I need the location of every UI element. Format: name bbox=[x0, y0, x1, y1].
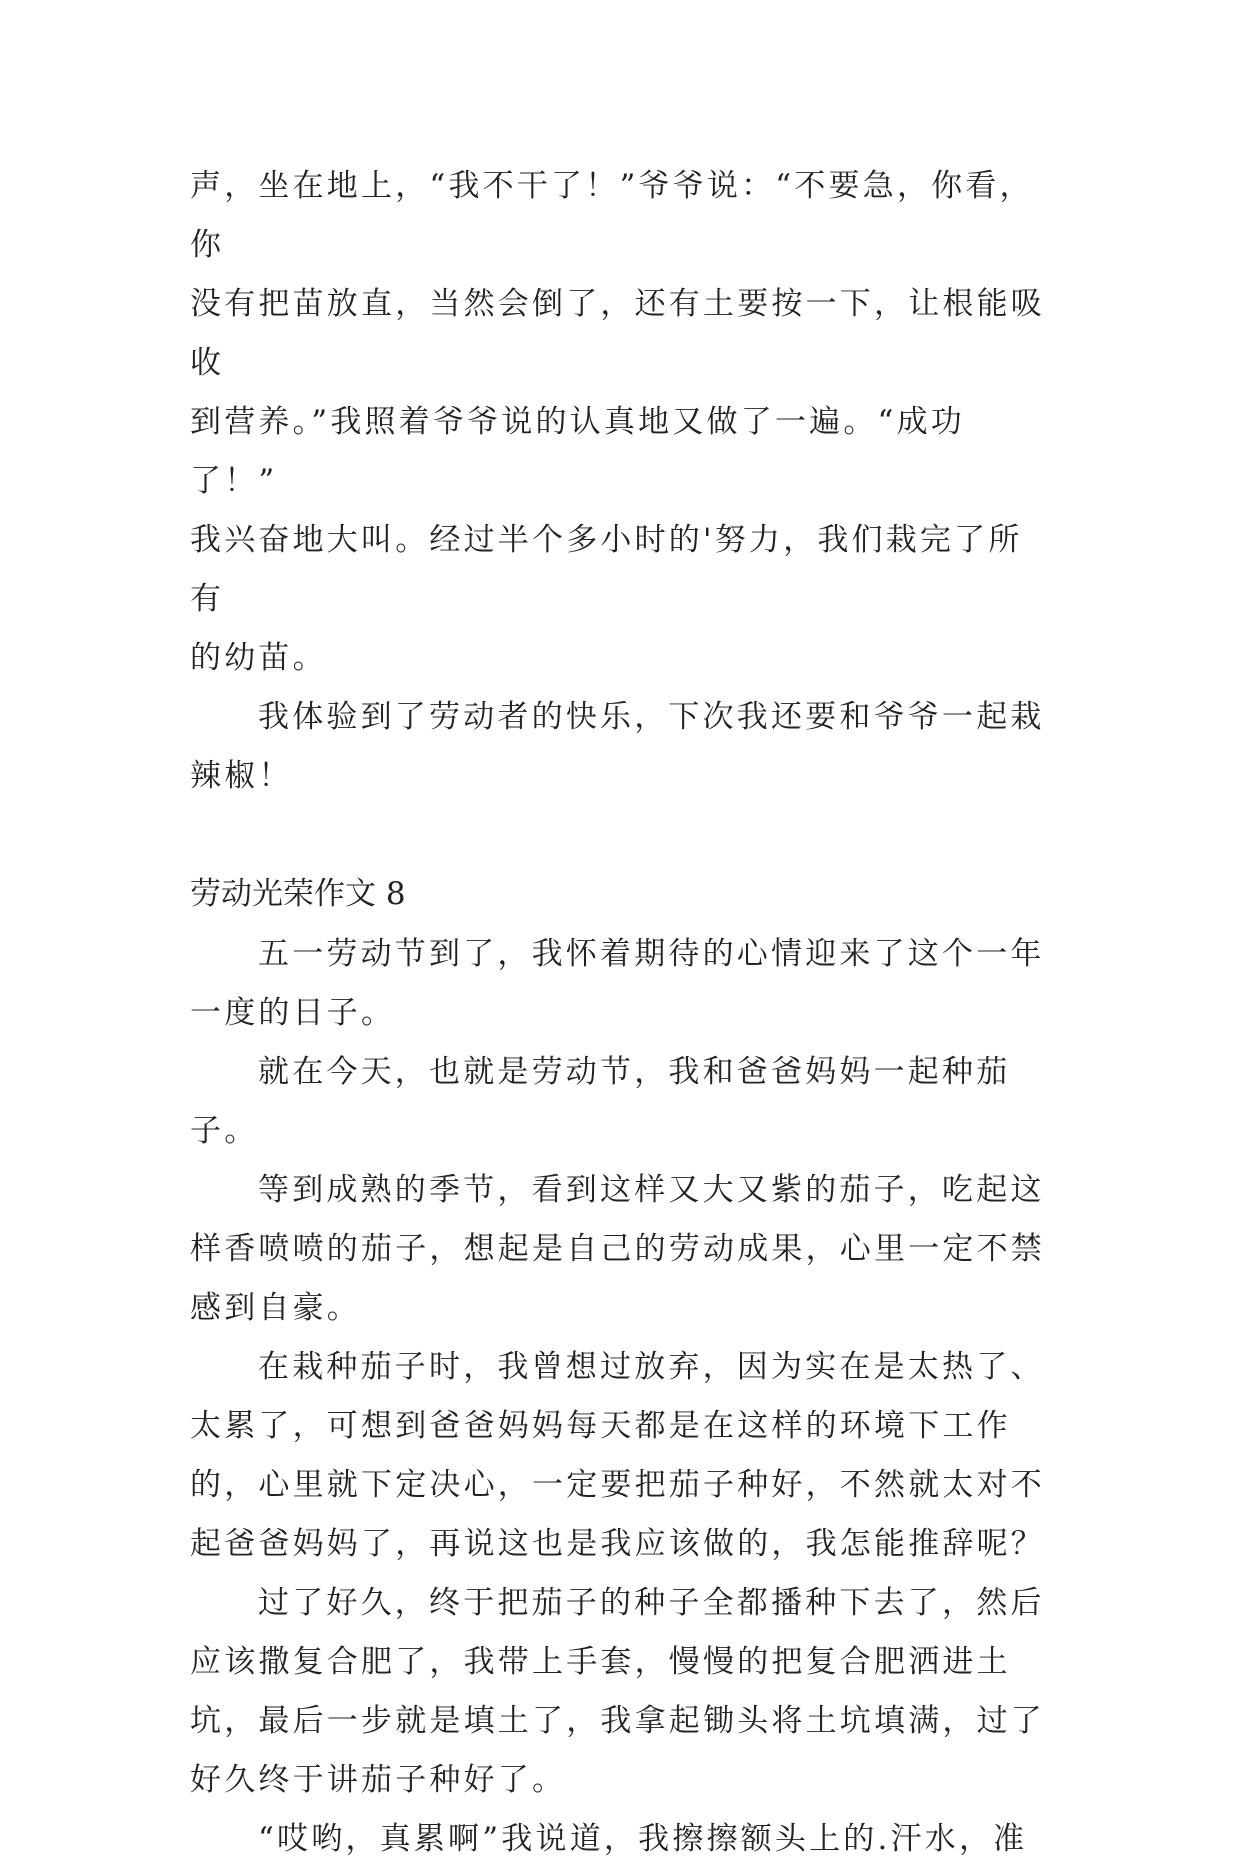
paragraph: “哎哟，真累啊”我说道，我擦擦额头上的.汗水，准 bbox=[258, 1821, 1028, 1857]
paragraph: 在栽种茄子时，我曾想过放弃，因为实在是太热了、太累了，可想到爸爸妈妈每天都是在这样的环境下工作的，心里就下定决心，一定要把茄子种好，不然就太对不起爸爸妈妈了，再说这也是我应该做的，我怎能推辞呢？ bbox=[190, 1349, 1045, 1562]
document-body bbox=[190, 157, 1050, 1869]
text-line: 到营养。”我照着爷爷说的认真地又做了一遍。“成功了！” bbox=[190, 404, 965, 499]
paragraph: 就在今天，也就是劳动节，我和爸爸妈妈一起种茄子。 bbox=[190, 1054, 1011, 1149]
section-gap bbox=[190, 806, 1050, 863]
text-line: 没有把苗放直，当然会倒了，还有土要按一下，让根能吸收 bbox=[190, 286, 1045, 381]
text-line: 声，坐在地上，“我不干了！”爷爷说：“不要急，你看，你 bbox=[190, 168, 1034, 263]
text-line: 的幼苗。 bbox=[190, 640, 327, 676]
paragraph: 五一劳动节到了，我怀着期待的心情迎来了这个一年一度的日子。 bbox=[190, 936, 1045, 1031]
text-line: 我兴奋地大叫。经过半个多小时的'努力，我们栽完了所有 bbox=[190, 522, 1023, 617]
paragraph: 过了好久，终于把茄子的种子全都播种下去了，然后应该撒复合肥了，我带上手套，慢慢的把复合肥洒进土坑，最后一步就是填土了，我拿起锄头将土坑填满，过了好久终于讲茄子种好了。 bbox=[190, 1585, 1045, 1798]
section-heading: 劳动光荣作文 8 bbox=[190, 876, 406, 912]
paragraph: 我体验到了劳动者的快乐，下次我还要和爷爷一起栽辣椒！ bbox=[190, 699, 1045, 794]
paragraph: 等到成熟的季节，看到这样又大又紫的茄子，吃起这样香喷喷的茄子，想起是自己的劳动成果，心里一定不禁感到自豪。 bbox=[190, 1172, 1045, 1326]
